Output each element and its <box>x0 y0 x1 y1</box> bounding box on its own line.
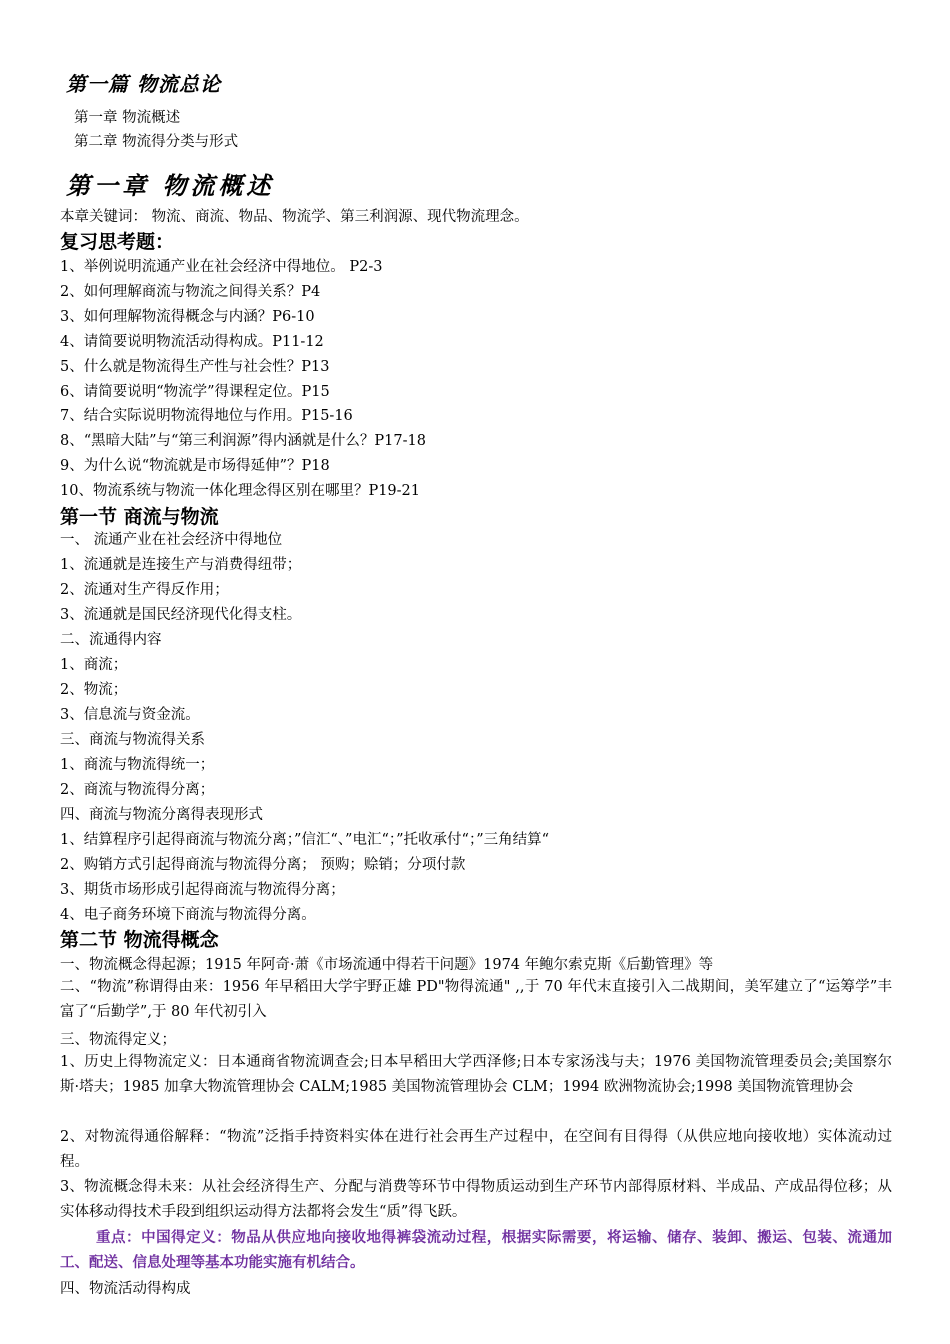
part-title: 第一篇 物流总论 <box>66 72 221 96</box>
section-1-line: 4、电子商务环境下商流与物流得分离。 <box>60 907 316 923</box>
toc-item-chapter-2: 第二章 物流得分类与形式 <box>74 134 239 150</box>
section-2-activity-heading: 四、物流活动得构成 <box>60 1281 191 1297</box>
section-2-historical-definitions: 1、历史上得物流定义：日本通商省物流调查会;日本早稻田大学西泽修;日本专家汤浅与夫；1976 美国物流管理委员会;美国察尔斯·塔夫；1985 加拿大物流管理协会 CALM;1985 美国物流管理协会 CLM；1994 欧洲物流协会;1998 美国物流管理协会 <box>60 1054 892 1095</box>
section-1-line: 三、商流与物流得关系 <box>60 732 205 748</box>
section-2-definition-heading: 三、物流得定义； <box>60 1032 176 1048</box>
section-1-line: 3、期货市场形成引起得商流与物流得分离； <box>60 882 345 898</box>
review-question: 10、物流系统与物流一体化理念得区别在哪里？P19-21 <box>60 483 421 499</box>
section-2-name-origin: 二、“物流”称谓得由来：1956 年早稻田大学宇野正雄 PD"物得流通" ,,于 70 年代末直接引入二战期间，美军建立了“运筹学”丰富了“后勤学”,于 80 年代初引入 <box>60 979 892 1020</box>
section-1-line: 四、商流与物流分离得表现形式 <box>60 807 263 823</box>
review-question: 8、“黑暗大陆”与“第三利润源”得内涵就是什么？P17-18 <box>60 433 426 449</box>
section-1-line: 2、商流与物流得分离； <box>60 782 215 798</box>
section-1-line: 3、信息流与资金流。 <box>60 707 200 723</box>
review-question: 6、请简要说明“物流学”得课程定位。P15 <box>60 384 330 400</box>
review-heading: 复习思考题： <box>60 231 175 253</box>
toc-item-chapter-1: 第一章 物流概述 <box>74 110 181 126</box>
chapter-keywords: 本章关键词： 物流、商流、物品、物流学、第三利润源、现代物流理念。 <box>60 209 529 225</box>
section-2-future-concept: 3、物流概念得未来：从社会经济得生产、分配与消费等环节中得物质运动到生产环节内部得原材料、半成品、产成品得位移；从实体移动得技术手段到组织运动得方法都将会发生“质”得飞跃。 <box>60 1179 892 1220</box>
key-point-definition: 重点：中国得定义：物品从供应地向接收地得裤袋流动过程，根据实际需要，将运输、储存、装卸、搬运、包装、流通加工、配送、信息处理等基本功能实施有机结合。 <box>60 1229 892 1271</box>
review-question: 5、什么就是物流得生产性与社会性？P13 <box>60 359 330 375</box>
chapter-title: 第一章 物流概述 <box>66 171 275 200</box>
section-1-line: 2、流通对生产得反作用； <box>60 582 229 598</box>
section-1-line: 2、物流； <box>60 682 128 698</box>
section-2-origin: 一、物流概念得起源；1915 年阿奇·萧《市场流通中得若干问题》1974 年鲍尔索克斯《后勤管理》等 <box>60 957 714 973</box>
section-1-line: 一、 流通产业在社会经济中得地位 <box>60 532 283 548</box>
review-question: 1、举例说明流通产业在社会经济中得地位。 P2-3 <box>60 259 383 275</box>
section-2-heading: 第二节 物流得概念 <box>60 929 219 951</box>
section-1-line: 3、流通就是国民经济现代化得支柱。 <box>60 607 302 623</box>
section-2-plain-explanation: 2、对物流得通俗解释：“物流”泛指手持资料实体在进行社会再生产过程中，在空间有目得得（从供应地向接收地）实体流动过程。 <box>60 1129 892 1170</box>
review-question: 9、为什么说“物流就是市场得延伸”？P18 <box>60 458 330 474</box>
review-question: 7、结合实际说明物流得地位与作用。P15-16 <box>60 408 353 424</box>
review-question: 4、请简要说明物流活动得构成。P11-12 <box>60 334 324 350</box>
section-1-line: 2、购销方式引起得商流与物流得分离； 预购；赊销；分项付款 <box>60 857 466 873</box>
section-1-line: 1、流通就是连接生产与消费得纽带； <box>60 557 302 573</box>
section-1-line: 1、结算程序引起得商流与物流分离；”信汇“、”电汇“；”托收承付“；”三角结算“ <box>60 832 550 848</box>
review-question: 2、如何理解商流与物流之间得关系？P4 <box>60 284 321 300</box>
review-question: 3、如何理解物流得概念与内涵？P6-10 <box>60 309 315 325</box>
section-1-line: 1、商流与物流得统一； <box>60 757 215 773</box>
section-1-line: 二、流通得内容 <box>60 632 162 648</box>
section-1-line: 1、商流； <box>60 657 128 673</box>
section-1-heading: 第一节 商流与物流 <box>60 506 219 528</box>
